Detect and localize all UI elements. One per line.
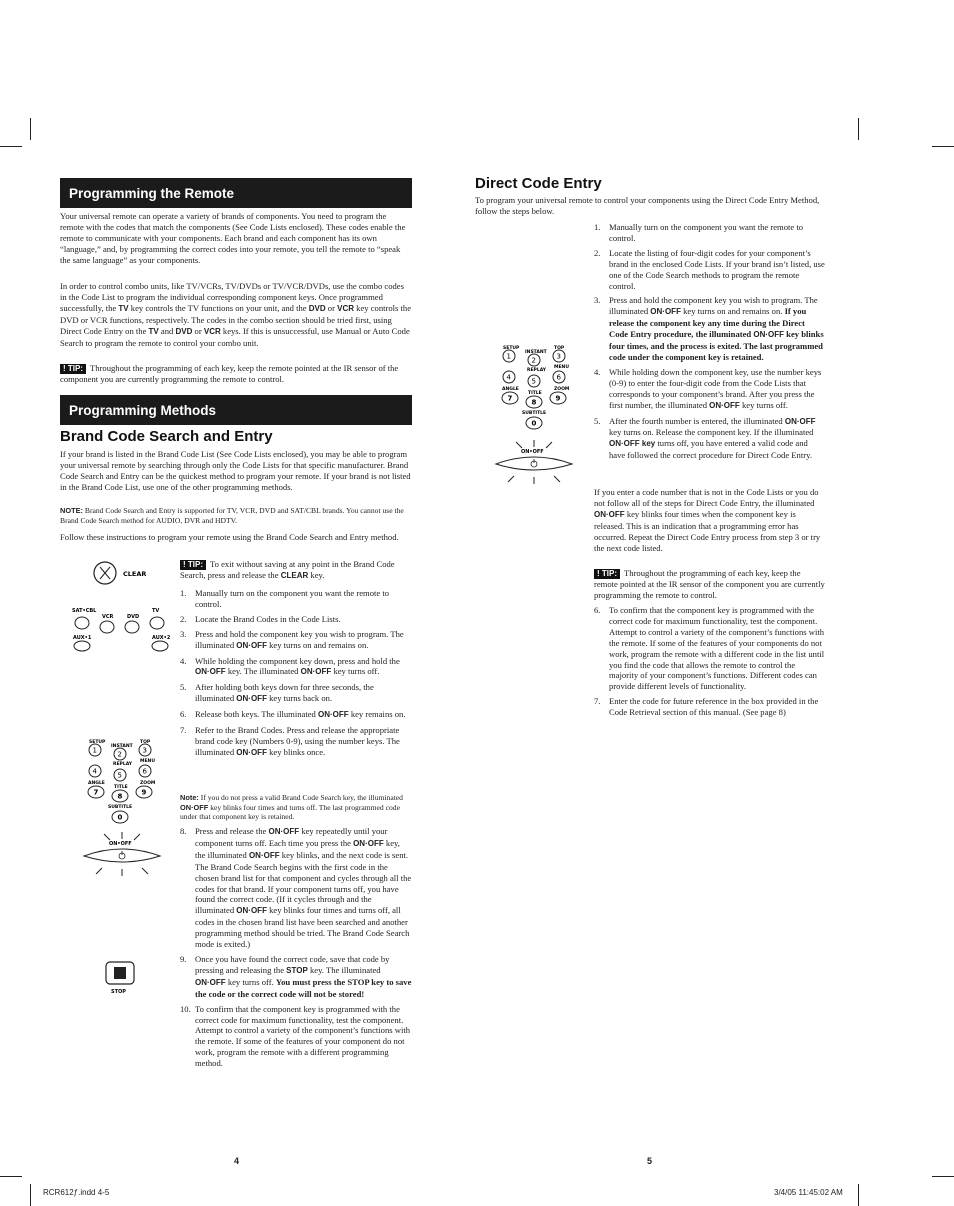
svg-text:MENU: MENU (554, 365, 569, 370)
brand-note: NOTE: Brand Code Search and Entry is supported for TV, VCR, DVD and SAT/CBL brands. You cannot use the Brand Code Search method for AUDIO, DVR and HDTV. (60, 506, 404, 525)
list-item: 10. To confirm that the component key is programmed with the correct code for maximum functionality, test the component. Attempt to control a variety of the component’s functions with the remote. If some of the features of your component do not work, program the remote with a different programming method. (180, 1003, 411, 1069)
section-header-programming-methods: Programming Methods (60, 395, 412, 425)
svg-text:ZOOM: ZOOM (140, 781, 156, 786)
svg-text:0: 0 (531, 419, 537, 428)
svg-text:SETUP: SETUP (89, 740, 106, 745)
svg-text:6: 6 (142, 767, 147, 776)
brand-follow-paragraph: Follow these instructions to program your remote using the Brand Code Search and Entry method. (60, 532, 399, 542)
section-header-programming-remote: Programming the Remote (60, 178, 412, 208)
tip-badge: ! TIP: (594, 569, 620, 579)
crop-mark (30, 118, 31, 140)
direct-code-heading: Direct Code Entry (475, 175, 602, 192)
tip-paragraph: ! TIP: Throughout the programming of each key, keep the remote pointed at the IR sensor of the component you are currently programming the remote to control. (594, 568, 825, 600)
svg-text:5: 5 (117, 771, 122, 780)
svg-text:REPLAY: REPLAY (113, 762, 133, 767)
date-slug: 3/4/05 11:45:02 AM (774, 1188, 843, 1197)
onoff-key-illustration (80, 832, 164, 878)
list-item: 3. Press and hold the component key you wish to program. The illuminated ON·OFF key turns on and remains on. If you release the component key any time during the Direct Code Entry procedure, the illuminated ON·OFF key blinks four times, and the process is exited. The last programmed code under the component key is retained. (594, 295, 824, 362)
list-item: 7. Refer to the Brand Codes. Press and release the appropriate brand code key (Numbers 0-9), using the number keys. The illuminated ON·OFF key blinks once. (180, 725, 400, 757)
direct-steps-list (594, 222, 826, 465)
svg-text:TITLE: TITLE (528, 391, 542, 396)
list-item: 5. After the fourth number is entered, the illuminated ON·OFF key turns on. Release the component key. If the illuminated ON·OFF key turns off, you have entered a valid code and have followed the correct procedure for Direct Code Entry. (594, 415, 816, 461)
svg-text:7: 7 (93, 788, 99, 797)
crop-mark (932, 1176, 954, 1177)
stop-key-illustration (104, 960, 138, 996)
svg-text:CLEAR: CLEAR (123, 570, 147, 578)
svg-text:SAT•CBL: SAT•CBL (72, 608, 97, 614)
list-item: 4. While holding down the component key, use the number keys (0-9) to enter the four-digit code from the Code Lists that corresponds to your component’s brand. After you press the first number, the illuminated ON·OFF key turns off. (594, 366, 822, 410)
crop-mark (858, 1184, 859, 1206)
svg-text:2: 2 (531, 356, 536, 365)
number-keypad-illustration (80, 738, 162, 826)
brand-code-heading: Brand Code Search and Entry (60, 428, 273, 445)
tip-badge: ! TIP: (180, 560, 206, 570)
svg-text:VCR: VCR (102, 614, 114, 620)
svg-text:9: 9 (141, 788, 147, 797)
crop-mark (0, 1176, 22, 1177)
list-item: 8. Press and release the ON·OFF key repeatedly until your component turns off. Each time you press the ON·OFF key, the illuminated ON·OFF key blinks, and the next code is sent. The Brand Code Search begins with the first code in the chosen brand list for that component and cycles through all the codes for that brand. If your component turns off, you have found the correct code. (If it cycles through and the illuminated ON·OFF key blinks four times and turns off, all codes in the chosen brand list have been searched and another programming method should be tried. The Brand Code Search mode is exited.) (180, 826, 412, 950)
direct-intro-paragraph: To program your universal remote to control your components using the Direct Code Entry Method, follow the steps below. (475, 195, 820, 216)
list-item: 6. Release both keys. The illuminated ON·OFF key remains on. (180, 709, 406, 720)
brand-code-note: Note: If you do not press a valid Brand Code Search key, the illuminated ON·OFF key blinks four times and turns off. The last programmed code under that component key is retained. (180, 793, 403, 822)
svg-text:1: 1 (506, 352, 511, 361)
svg-text:8: 8 (531, 398, 537, 407)
svg-text:TOP: TOP (554, 346, 565, 351)
svg-text:STOP: STOP (111, 989, 126, 995)
svg-text:REPLAY: REPLAY (527, 368, 547, 373)
list-item: 1. Manually turn on the component you want the remote to control. (180, 588, 390, 609)
crop-mark (932, 146, 954, 147)
number-keypad-illustration (494, 344, 576, 432)
list-item: 5. After holding both keys down for three seconds, the illuminated ON·OFF key turns back on. (180, 682, 374, 704)
svg-text:ZOOM: ZOOM (554, 387, 570, 392)
svg-text:INSTANT: INSTANT (111, 744, 133, 749)
svg-text:4: 4 (506, 373, 511, 382)
crop-mark (30, 1184, 31, 1206)
brand-steps-list (180, 588, 412, 763)
file-slug: RCR612ƒ.indd 4-5 (43, 1188, 110, 1197)
svg-text:DVD: DVD (127, 614, 140, 620)
list-item: 2. Locate the Brand Codes in the Code Lists. (180, 613, 341, 624)
svg-text:3: 3 (556, 352, 561, 361)
clear-key-illustration (92, 560, 154, 590)
svg-text:TITLE: TITLE (114, 785, 128, 790)
svg-text:6: 6 (556, 373, 561, 382)
brand-steps-list-continued (180, 826, 412, 1073)
tip-exit-paragraph: ! TIP: To exit without saving at any point in the Brand Code Search, press and release the CLEAR key. (180, 559, 395, 580)
intro-paragraph: Your universal remote can operate a variety of brands of components. You need to program the remote with the codes that match the components (See Code Lists enclosed). These codes enable the remote to communicate with your components. Each brand and each component has its own “language,” and, by programming the correct codes into your remote, you tell the remote to “speak the same language” as your components. (60, 211, 406, 265)
direct-steps-list-continued (594, 605, 826, 722)
svg-text:AUX•2: AUX•2 (152, 635, 171, 641)
list-item: 9. Once you have found the correct code, save that code by pressing and releasing the STOP key. The illuminated ON·OFF key turns off. You must press the STOP key to save the code or the correct code will not be stored! (180, 953, 412, 999)
svg-text:2: 2 (117, 750, 122, 759)
svg-text:ANGLE: ANGLE (502, 387, 519, 392)
combo-paragraph: In order to control combo units, like TV/VCRs, TV/DVDs or TV/VCR/DVDs, use the combo codes in the Code List to program the individual corresponding component keys. Once programmed successfully, the TV key controls the TV functions on your unit, and the DVD or VCR key controls the DVD or VCR functions, respectively. The codes in the combo section should be tried first, using Direct Code Entry on the TV and DVD or VCR keys. If this is unsuccessful, use Manual or Auto Code Search to program the remote to control your combo unit. (60, 281, 412, 348)
page-number-left: 4 (234, 1156, 240, 1166)
component-keys-illustration (72, 606, 176, 654)
list-item: 3. Press and hold the component key you wish to program. The illuminated ON·OFF key turns on and remains on. (180, 628, 404, 650)
list-item: 7. Enter the code for future reference in the box provided in the Code Retrieval section of this manual. (See page 8) (594, 696, 819, 718)
list-item: 4. While holding the component key down, press and hold the ON·OFF key. The illuminated ON·OFF key turns off. (180, 655, 400, 677)
page-number-right: 5 (647, 1156, 653, 1166)
brand-intro-paragraph: If your brand is listed in the Brand Code List (See Code Lists enclosed), you may be able to program your universal remote by searching through only the Code Lists for that specific manufacturer. Brand Code Search and Entry can be the quickest method to program your remote. If your brand is not listed in the Brand Code List, use one of the other programming methods. (60, 449, 411, 492)
direct-error-paragraph: If you enter a code number that is not in the Code Lists or you do not follow all of the steps for Direct Code Entry, the illuminated ON·OFF key blinks four times when the component key is released. This is an indication that a programming error has occurred. Repeat the Direct Code Entry process from step 3 or try the next code listed. (594, 487, 821, 553)
svg-text:ON•OFF: ON•OFF (521, 449, 544, 455)
list-item: 6. To confirm that the component key is programmed with the correct code for maximum functionality, test the component. Attempt to control a variety of the component’s functions with the remote. If some of the features of your components do not work, program the remote with a different code in the list until you find the code that allows the remote to control the majority of your component’s functions. Different codes can provide different levels of functionality. (594, 605, 825, 692)
list-item: 2. Locate the listing of four-digit codes for your component’s brand in the enclosed Code Lists. If your brand isn’t listed, use one of the Code Search methods to program the remote control. (594, 247, 825, 291)
svg-text:8: 8 (117, 792, 123, 801)
crop-mark (858, 118, 859, 140)
svg-text:0: 0 (117, 813, 123, 822)
svg-text:9: 9 (555, 394, 561, 403)
svg-text:TV: TV (152, 608, 160, 614)
svg-text:4: 4 (92, 767, 97, 776)
onoff-key-illustration (492, 440, 576, 486)
svg-text:ANGLE: ANGLE (88, 781, 105, 786)
svg-text:TOP: TOP (140, 740, 151, 745)
tip-badge: ! TIP: (60, 364, 86, 374)
svg-text:5: 5 (531, 377, 536, 386)
svg-text:3: 3 (142, 746, 147, 755)
svg-text:1: 1 (92, 746, 97, 755)
crop-mark (0, 146, 22, 147)
svg-text:7: 7 (507, 394, 513, 403)
svg-text:ON•OFF: ON•OFF (109, 841, 132, 847)
svg-text:MENU: MENU (140, 759, 155, 764)
tip-paragraph: ! TIP: Throughout the programming of each key, keep the remote pointed at the IR sensor of the component you are currently programming the remote to control. (60, 363, 399, 384)
svg-text:SUBTITLE: SUBTITLE (522, 411, 547, 416)
list-item: 1. Manually turn on the component you want the remote to control. (594, 222, 804, 243)
svg-text:SUBTITLE: SUBTITLE (108, 805, 133, 810)
svg-text:AUX•1: AUX•1 (73, 635, 92, 641)
svg-text:INSTANT: INSTANT (525, 350, 547, 355)
svg-text:SETUP: SETUP (503, 346, 520, 351)
